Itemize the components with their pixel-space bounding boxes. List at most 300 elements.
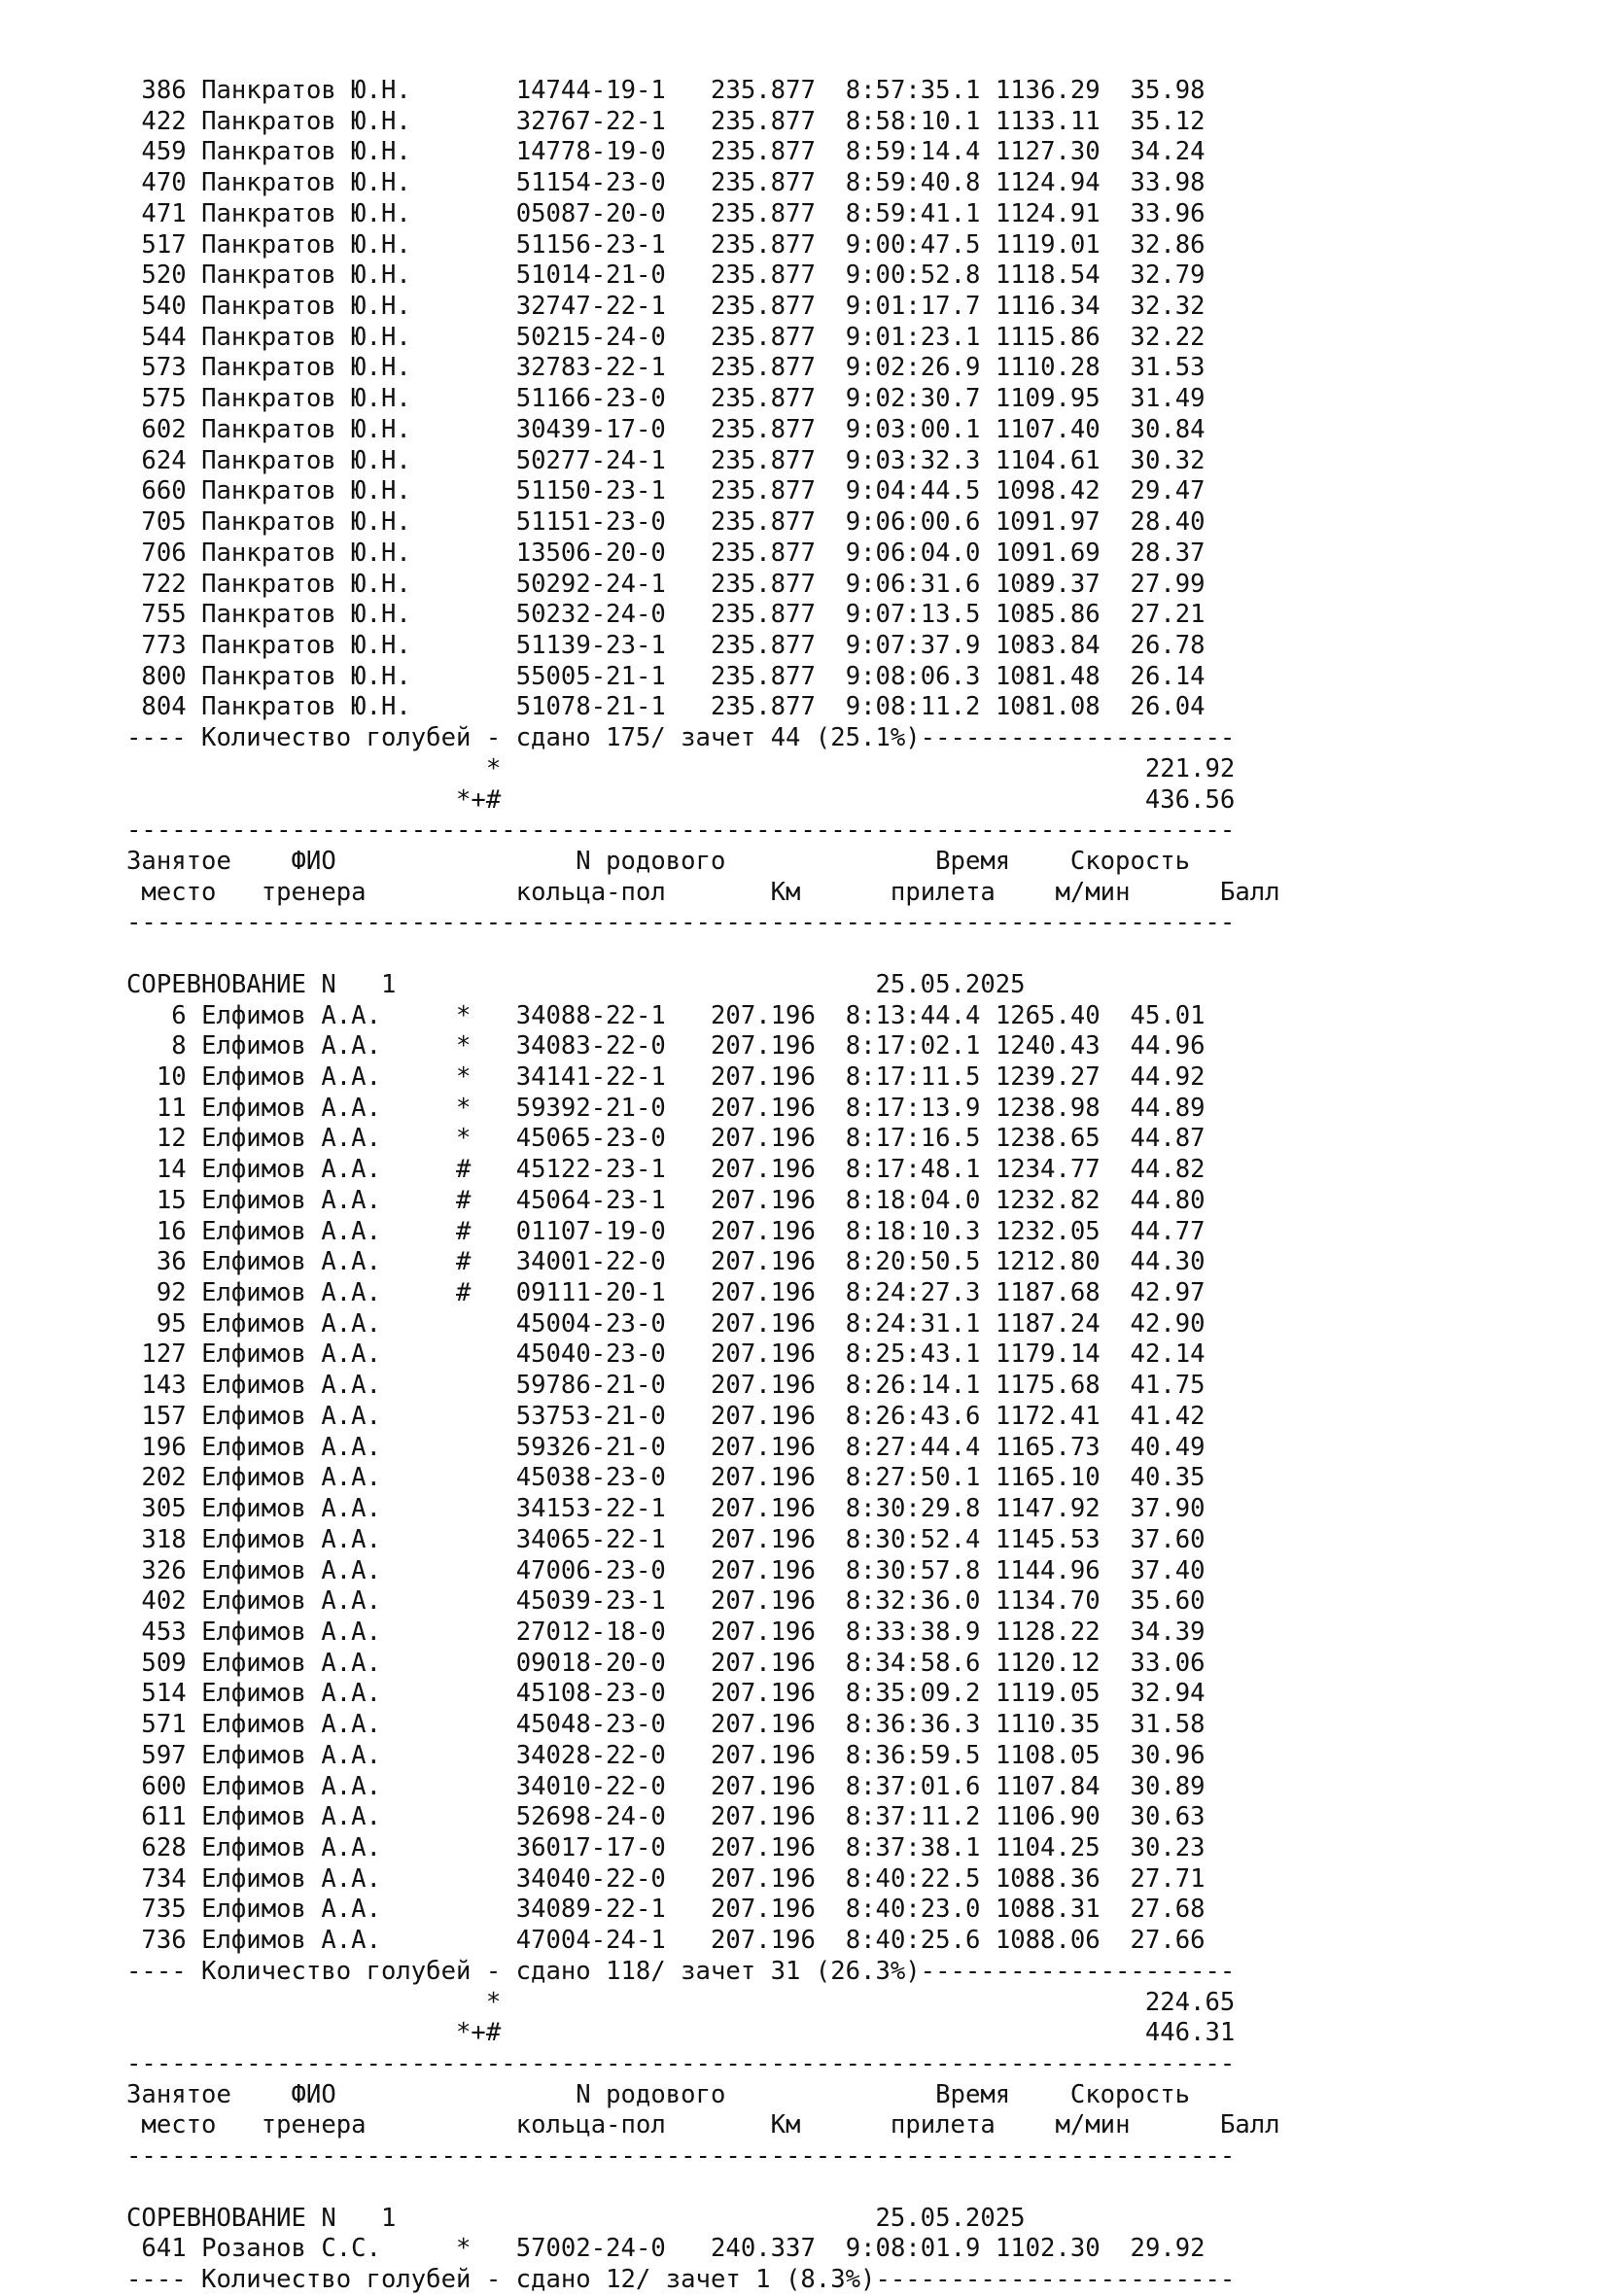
trainer-cell: Панкратов Ю.Н. — [201, 630, 411, 660]
spacer — [187, 600, 201, 629]
mark-cell — [456, 570, 471, 599]
spacer — [187, 1186, 201, 1215]
spacer — [980, 107, 995, 136]
mark-cell — [456, 1309, 471, 1339]
trainer-cell: Елфимов А.А. — [201, 1926, 381, 1956]
spacer — [187, 1710, 201, 1739]
spacer — [816, 137, 846, 166]
spacer — [980, 1649, 995, 1678]
result-row — [126, 1864, 1280, 1896]
spacer — [187, 1772, 201, 1801]
mark-cell — [456, 292, 471, 321]
spacer — [126, 1433, 141, 1462]
speed-cell: 1119.01 — [995, 229, 1101, 260]
trainer-cell: Елфимов А.А. — [201, 1771, 381, 1801]
result-row — [126, 1802, 1280, 1833]
time-cell: 8:17:13.9 — [845, 1093, 981, 1123]
speed-cell: 1265.40 — [995, 1000, 1101, 1030]
spacer — [980, 1309, 995, 1339]
spacer — [381, 1247, 456, 1276]
time-cell: 8:37:38.1 — [845, 1832, 981, 1862]
speed-cell: 1106.90 — [995, 1802, 1101, 1832]
spacer — [126, 1679, 141, 1708]
spacer — [980, 2234, 995, 2263]
time-cell: 8:30:57.8 — [845, 1555, 981, 1585]
ring-cell: 45122-23-1 — [515, 1155, 666, 1185]
time-cell: 8:30:52.4 — [845, 1524, 981, 1554]
mark-cell: * — [456, 1000, 472, 1030]
spacer — [126, 1463, 141, 1492]
spacer — [187, 1525, 201, 1554]
place-cell: 571 — [141, 1710, 187, 1740]
spacer — [666, 1433, 711, 1462]
spacer — [126, 1586, 141, 1616]
speed-cell: 1144.96 — [995, 1555, 1101, 1585]
spacer — [666, 384, 711, 413]
spacer — [471, 1001, 515, 1030]
spacer — [126, 323, 141, 352]
mark-cell: * — [456, 2234, 472, 2264]
spacer — [816, 1062, 846, 1092]
place-cell: 573 — [141, 353, 187, 383]
spacer — [1101, 476, 1131, 505]
speed-cell: 1240.43 — [995, 1031, 1101, 1061]
score-cell: 30.23 — [1130, 1832, 1206, 1862]
spacer — [501, 754, 1145, 783]
spacer — [396, 970, 875, 999]
spacer — [381, 1031, 456, 1061]
ring-cell: 45064-23-1 — [515, 1185, 666, 1215]
spacer — [1101, 692, 1131, 721]
speed-cell: 1165.10 — [995, 1463, 1101, 1493]
score-cell: 28.40 — [1130, 507, 1206, 538]
spacer — [980, 168, 995, 197]
summary-text: Количество голубей - сдано 175/ зачет 44 (25.1%) — [201, 723, 921, 753]
result-row — [126, 76, 1280, 107]
score-cell: 27.68 — [1130, 1895, 1206, 1925]
spacer — [187, 1001, 201, 1030]
spacer — [666, 1618, 711, 1647]
speed-cell: 1232.82 — [995, 1185, 1101, 1215]
km-cell: 207.196 — [711, 1401, 816, 1431]
spacer — [666, 1217, 711, 1246]
spacer — [381, 1339, 456, 1369]
total-label: * — [485, 753, 502, 783]
spacer — [471, 1649, 515, 1678]
spacer — [126, 631, 141, 660]
score-cell: 41.42 — [1130, 1401, 1206, 1431]
ring-cell: 45108-23-0 — [515, 1679, 666, 1709]
score-cell: 35.12 — [1130, 106, 1206, 136]
speed-cell: 1104.25 — [995, 1832, 1101, 1862]
spacer — [1101, 1741, 1131, 1770]
header-place-2: место — [141, 877, 217, 907]
km-cell: 207.196 — [711, 1648, 816, 1678]
place-cell: 773 — [141, 630, 187, 660]
spacer — [187, 1926, 201, 1955]
spacer — [471, 415, 515, 444]
trainer-cell: Панкратов Ю.Н. — [201, 229, 411, 260]
ring-cell: 36017-17-0 — [515, 1832, 666, 1862]
place-cell: 305 — [141, 1494, 187, 1524]
result-row — [126, 692, 1280, 723]
km-cell: 207.196 — [711, 1093, 816, 1123]
spacer — [816, 1217, 846, 1246]
time-cell: 9:06:31.6 — [845, 569, 981, 599]
spacer — [1101, 1463, 1131, 1492]
score-cell: 41.75 — [1130, 1371, 1206, 1401]
spacer — [1101, 1586, 1131, 1616]
spacer — [980, 323, 995, 352]
spacer — [187, 137, 201, 166]
spacer — [411, 168, 456, 197]
speed-cell: 1124.94 — [995, 168, 1101, 198]
spacer — [411, 199, 456, 228]
summary-text: Количество голубей - сдано 118/ зачет 31 (26.3%) — [201, 1956, 921, 1986]
spacer — [471, 631, 515, 660]
spacer — [1101, 1895, 1131, 1924]
time-cell: 8:17:02.1 — [845, 1031, 981, 1061]
spacer — [126, 1371, 141, 1400]
time-cell: 8:24:27.3 — [845, 1278, 981, 1308]
spacer — [471, 323, 515, 352]
spacer — [471, 570, 515, 599]
spacer — [980, 1618, 995, 1647]
score-cell: 27.21 — [1130, 600, 1206, 630]
mark-cell — [456, 199, 471, 228]
spacer — [1101, 446, 1131, 475]
trainer-cell: Елфимов А.А. — [201, 1617, 381, 1647]
spacer — [1101, 1371, 1131, 1400]
ring-cell: 51154-23-0 — [515, 168, 666, 198]
mark-cell — [456, 507, 471, 537]
place-cell: 509 — [141, 1648, 187, 1678]
speed-cell: 1238.65 — [995, 1124, 1101, 1154]
time-cell: 8:20:50.5 — [845, 1247, 981, 1277]
spacer — [1101, 137, 1131, 166]
summary-line — [126, 2265, 1280, 2296]
spacer — [1101, 1649, 1131, 1678]
ring-cell: 09018-20-0 — [515, 1648, 666, 1678]
header-ring-2: кольца-пол — [515, 2110, 666, 2140]
place-cell: 16 — [156, 1216, 187, 1246]
place-cell: 722 — [141, 569, 187, 599]
place-cell: 800 — [141, 661, 187, 691]
spacer — [666, 662, 711, 691]
spacer — [816, 1186, 846, 1215]
ring-cell: 57002-24-0 — [515, 2234, 666, 2264]
spacer — [816, 1339, 846, 1369]
spacer — [411, 353, 456, 382]
result-row — [126, 1926, 1280, 1957]
spacer — [1101, 507, 1131, 537]
result-row — [126, 1772, 1280, 1803]
competition-line — [126, 970, 1280, 1001]
spacer — [1101, 1679, 1131, 1708]
spacer — [411, 600, 456, 629]
result-row — [126, 1371, 1280, 1402]
header-km: Км — [770, 2110, 801, 2140]
spacer — [471, 1062, 515, 1092]
spacer — [666, 1339, 711, 1369]
spacer — [816, 570, 846, 599]
speed-cell: 1234.77 — [995, 1155, 1101, 1185]
spacer — [126, 2018, 456, 2047]
spacer — [381, 1525, 456, 1554]
spacer — [187, 1864, 201, 1894]
km-cell: 207.196 — [711, 1155, 816, 1185]
mark-cell: * — [456, 1124, 472, 1154]
spacer — [816, 1124, 846, 1153]
result-row — [126, 1124, 1280, 1155]
spacer — [126, 570, 141, 599]
mark-cell: # — [456, 1278, 472, 1308]
spacer — [980, 1926, 995, 1955]
spacer — [666, 292, 711, 321]
km-cell: 207.196 — [711, 1062, 816, 1092]
place-cell: 196 — [141, 1432, 187, 1462]
spacer — [381, 1864, 456, 1894]
spacer — [816, 1833, 846, 1862]
spacer — [411, 76, 456, 105]
header-ring: N родового — [576, 846, 726, 876]
result-row — [126, 230, 1280, 261]
place-cell: 422 — [141, 106, 187, 136]
result-row — [126, 323, 1280, 354]
km-cell: 207.196 — [711, 1555, 816, 1585]
spacer — [187, 168, 201, 197]
time-cell: 8:59:41.1 — [845, 198, 981, 228]
spacer — [816, 353, 846, 382]
km-cell: 235.877 — [711, 292, 816, 322]
speed-cell: 1088.36 — [995, 1863, 1101, 1894]
spacer — [471, 1186, 515, 1215]
time-cell: 8:27:44.4 — [845, 1432, 981, 1462]
spacer — [666, 1278, 711, 1307]
speed-cell: 1136.29 — [995, 76, 1101, 105]
spacer — [126, 1094, 157, 1123]
spacer — [666, 230, 711, 260]
score-cell: 37.40 — [1130, 1555, 1206, 1585]
speed-cell: 1172.41 — [995, 1401, 1101, 1431]
mark-cell — [456, 692, 471, 721]
km-cell: 207.196 — [711, 1494, 816, 1524]
km-cell: 207.196 — [711, 1771, 816, 1801]
time-cell: 8:25:43.1 — [845, 1339, 981, 1370]
score-cell: 37.90 — [1130, 1494, 1206, 1524]
result-row — [126, 1710, 1280, 1741]
competition-title: СОРЕВНОВАНИЕ N 1 — [126, 969, 397, 999]
score-cell: 44.89 — [1130, 1093, 1206, 1123]
trainer-cell: Елфимов А.А. — [201, 1432, 381, 1462]
result-row — [126, 1278, 1280, 1309]
km-cell: 207.196 — [711, 1308, 816, 1339]
km-cell: 207.196 — [711, 1586, 816, 1617]
spacer — [816, 230, 846, 260]
km-cell: 235.877 — [711, 445, 816, 475]
spacer — [187, 353, 201, 382]
time-cell: 8:59:40.8 — [845, 168, 981, 198]
spacer — [381, 1679, 456, 1708]
trainer-cell: Елфимов А.А. — [201, 1586, 381, 1617]
spacer — [816, 1802, 846, 1831]
result-row — [126, 384, 1280, 415]
spacer — [187, 1586, 201, 1616]
trainer-cell: Елфимов А.А. — [201, 1247, 381, 1277]
ring-cell: 50232-24-0 — [515, 600, 666, 630]
score-cell: 44.77 — [1130, 1216, 1206, 1246]
spacer — [666, 600, 711, 629]
spacer — [980, 1433, 995, 1462]
spacer — [816, 1710, 846, 1739]
spacer — [980, 1772, 995, 1801]
result-row — [126, 600, 1280, 631]
result-row — [126, 1895, 1280, 1926]
spacer — [126, 1525, 141, 1554]
trainer-cell: Панкратов Ю.Н. — [201, 168, 411, 198]
score-cell: 30.63 — [1130, 1802, 1206, 1832]
spacer — [980, 1586, 995, 1616]
spacer — [816, 384, 846, 413]
spacer — [816, 107, 846, 136]
speed-cell: 1088.31 — [995, 1895, 1101, 1925]
place-cell: 202 — [141, 1463, 187, 1493]
place-cell: 36 — [156, 1247, 187, 1277]
km-cell: 207.196 — [711, 1339, 816, 1370]
km-cell: 207.196 — [711, 1926, 816, 1956]
mark-cell — [456, 1741, 471, 1770]
blank-line — [126, 2173, 1280, 2204]
mark-cell — [456, 1371, 471, 1400]
speed-cell: 1091.97 — [995, 507, 1101, 538]
column-header-line-1 — [126, 2080, 1280, 2111]
total-value: 221.92 — [1144, 753, 1236, 783]
place-cell: 470 — [141, 168, 187, 198]
time-cell: 8:27:50.1 — [845, 1463, 981, 1493]
result-row — [126, 476, 1280, 507]
total-line — [126, 785, 1280, 817]
spacer — [1101, 1124, 1131, 1153]
spacer — [501, 1988, 1145, 2017]
spacer — [980, 384, 995, 413]
km-cell: 207.196 — [711, 1832, 816, 1862]
ring-cell: 13506-20-0 — [515, 538, 666, 568]
mark-cell — [456, 1402, 471, 1431]
ring-cell: 34153-22-1 — [515, 1494, 666, 1524]
spacer — [666, 168, 711, 197]
spacer — [231, 847, 292, 876]
spacer — [411, 415, 456, 444]
km-cell: 207.196 — [711, 1216, 816, 1246]
spacer — [126, 1741, 141, 1770]
spacer — [980, 476, 995, 505]
km-cell: 235.877 — [711, 600, 816, 630]
score-cell: 28.37 — [1130, 538, 1206, 568]
spacer — [126, 1031, 171, 1061]
ring-cell: 47004-24-1 — [515, 1926, 666, 1956]
time-cell: 9:06:04.0 — [845, 538, 981, 568]
spacer — [816, 1371, 846, 1400]
spacer — [187, 2234, 201, 2263]
speed-cell: 1118.54 — [995, 261, 1101, 291]
header-score: Балл — [1219, 2110, 1280, 2140]
mark-cell — [456, 1618, 471, 1647]
ring-cell: 32783-22-1 — [515, 353, 666, 383]
speed-cell: 1116.34 — [995, 292, 1101, 322]
time-cell: 8:40:25.6 — [845, 1926, 981, 1956]
spacer — [1101, 384, 1131, 413]
spacer — [396, 2204, 875, 2233]
spacer — [471, 1618, 515, 1647]
place-cell: 705 — [141, 507, 187, 538]
spacer — [666, 1402, 711, 1431]
trainer-cell: Елфимов А.А. — [201, 1802, 381, 1832]
spacer — [187, 384, 201, 413]
spacer — [126, 785, 456, 815]
spacer — [126, 1833, 141, 1862]
time-cell: 9:02:26.9 — [845, 353, 981, 383]
spacer — [381, 1618, 456, 1647]
spacer — [1101, 1618, 1131, 1647]
time-cell: 8:26:14.1 — [845, 1371, 981, 1401]
speed-cell: 1107.40 — [995, 414, 1101, 444]
trainer-cell: Елфимов А.А. — [201, 1710, 381, 1740]
spacer — [666, 1802, 711, 1831]
spacer — [980, 1371, 995, 1400]
time-cell: 9:02:30.7 — [845, 384, 981, 414]
spacer — [471, 1402, 515, 1431]
trainer-cell: Панкратов Ю.Н. — [201, 692, 411, 722]
result-row — [126, 1833, 1280, 1864]
speed-cell: 1165.73 — [995, 1432, 1101, 1462]
spacer — [126, 1494, 141, 1523]
header-place-2: место — [141, 2110, 217, 2140]
speed-cell: 1081.48 — [995, 661, 1101, 691]
place-cell: 157 — [141, 1401, 187, 1431]
spacer — [187, 1433, 201, 1462]
place-cell: 544 — [141, 322, 187, 352]
spacer — [126, 1988, 486, 2017]
spacer — [471, 507, 515, 537]
spacer — [980, 1802, 995, 1831]
spacer — [471, 1463, 515, 1492]
header-speed: Скорость — [1069, 846, 1191, 876]
time-cell: 8:18:04.0 — [845, 1185, 981, 1215]
header-speed-2: м/мин — [1055, 2110, 1131, 2140]
result-row — [126, 1217, 1280, 1248]
speed-cell: 1098.42 — [995, 476, 1101, 506]
spacer — [471, 1094, 515, 1123]
spacer — [980, 1525, 995, 1554]
total-line — [126, 754, 1280, 785]
header-speed-2: м/мин — [1055, 877, 1131, 907]
spacer — [980, 1217, 995, 1246]
speed-cell: 1109.95 — [995, 384, 1101, 414]
spacer — [187, 1618, 201, 1647]
score-cell: 30.84 — [1130, 414, 1206, 444]
place-cell: 540 — [141, 292, 187, 322]
spacer — [725, 2080, 935, 2109]
time-cell: 9:03:00.1 — [845, 414, 981, 444]
header-trainer-2: тренера — [261, 877, 367, 907]
spacer — [980, 1094, 995, 1123]
spacer — [666, 539, 711, 568]
spacer — [216, 878, 261, 907]
spacer — [996, 2110, 1056, 2139]
time-cell: 8:40:23.0 — [845, 1895, 981, 1925]
trainer-cell: Елфимов А.А. — [201, 1371, 381, 1401]
spacer — [126, 1001, 171, 1030]
